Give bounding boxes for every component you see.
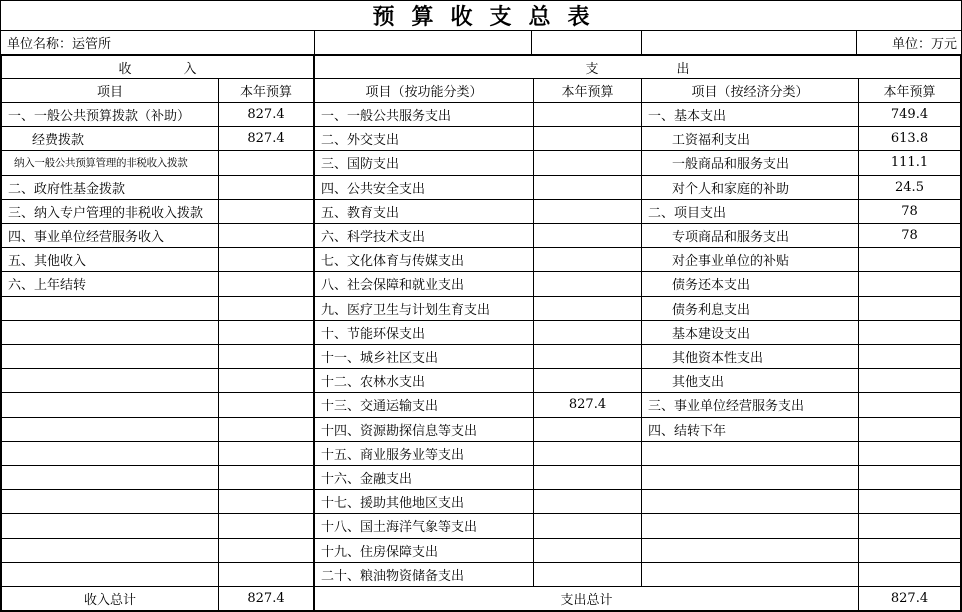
function-row-label-cell: 六、科学技术支出 — [315, 224, 534, 248]
income-row-value-cell: 827.4 — [219, 103, 315, 127]
economic-row-value-cell — [859, 297, 960, 321]
economic-row-label-cell: 对个人和家庭的补助 — [642, 176, 859, 200]
economic-row-label-cell: 三、事业单位经营服务支出 — [642, 393, 859, 417]
unit-label: 单位：万元 — [891, 37, 957, 52]
economic-row-value-cell — [859, 442, 960, 466]
income-row-label-cell — [2, 418, 219, 442]
economic-row-label-cell: 其他资本性支出 — [642, 345, 859, 369]
income-row-label-cell: 经费拨款 — [2, 127, 219, 151]
function-row-label-cell: 十四、资源勘探信息等支出 — [315, 418, 534, 442]
function-row-value-cell — [534, 297, 642, 321]
col-header-function-budget: 本年预算 — [534, 79, 642, 103]
function-row-label-cell: 二十、粮油物资储备支出 — [315, 563, 534, 587]
economic-row-label-cell — [642, 539, 859, 563]
income-row-label-cell — [2, 297, 219, 321]
income-row-label-cell: 一、一般公共预算拨款（补助） — [2, 103, 219, 127]
economic-row-value-cell — [859, 393, 960, 417]
economic-row-value-cell — [859, 563, 960, 587]
income-row-label-cell — [2, 369, 219, 393]
income-row-label-cell — [2, 466, 219, 490]
income-row-label-cell: 二、政府性基金拨款 — [2, 176, 219, 200]
page-title: 预算收支总表 — [1, 1, 961, 31]
unit-info-row — [1, 31, 961, 54]
income-row-value-cell: 827.4 — [219, 127, 315, 151]
economic-row-value-cell — [859, 490, 960, 514]
unit-name: 单位名称：运管所 — [1, 31, 315, 54]
economic-row-label-cell — [642, 514, 859, 538]
function-row-label-cell: 十六、金融支出 — [315, 466, 534, 490]
function-row-value-cell — [534, 442, 642, 466]
economic-row-value-cell: 24.5 — [859, 176, 960, 200]
function-row-label-cell: 七、文化体育与传媒支出 — [315, 248, 534, 272]
income-row-label-cell: 六、上年结转 — [2, 272, 219, 296]
income-row-label-cell — [2, 393, 219, 417]
function-row-value-cell — [534, 224, 642, 248]
function-row-label-cell: 十一、城乡社区支出 — [315, 345, 534, 369]
col-header-function-item: 项目（按功能分类） — [315, 79, 534, 103]
economic-row-label-cell: 工资福利支出 — [642, 127, 859, 151]
unit-row-spacer-cell — [532, 31, 642, 54]
income-row-value-cell — [219, 466, 315, 490]
function-row-value-cell — [534, 127, 642, 151]
income-row-value-cell — [219, 297, 315, 321]
function-row-value-cell — [534, 345, 642, 369]
income-row-label-cell — [2, 442, 219, 466]
income-row-value-cell — [219, 345, 315, 369]
function-row-label-cell: 八、社会保障和就业支出 — [315, 272, 534, 296]
income-row-value-cell — [219, 272, 315, 296]
economic-row-label-cell: 四、结转下年 — [642, 418, 859, 442]
unit-row-spacer-cell — [315, 31, 532, 54]
col-header-income-item: 项目 — [2, 79, 219, 103]
col-header-economic-budget: 本年预算 — [859, 79, 960, 103]
income-row-value-cell — [219, 563, 315, 587]
function-row-label-cell: 九、医疗卫生与计划生育支出 — [315, 297, 534, 321]
col-header-income-budget: 本年预算 — [219, 79, 315, 103]
income-row-value-cell — [219, 514, 315, 538]
function-row-label-cell: 十八、国土海洋气象等支出 — [315, 514, 534, 538]
income-row-label-cell: 纳入一般公共预算管理的非税收入拨款 — [2, 151, 219, 175]
income-row-label-cell — [2, 514, 219, 538]
function-row-value-cell — [534, 490, 642, 514]
income-row-label-cell: 三、纳入专户管理的非税收入拨款 — [2, 200, 219, 224]
economic-row-value-cell — [859, 248, 960, 272]
table-body — [2, 103, 960, 587]
income-row-value-cell — [219, 490, 315, 514]
economic-row-label-cell — [642, 466, 859, 490]
economic-row-value-cell — [859, 466, 960, 490]
economic-row-label-cell: 专项商品和服务支出 — [642, 224, 859, 248]
income-row-label-cell: 五、其他收入 — [2, 248, 219, 272]
function-row-label-cell: 四、公共安全支出 — [315, 176, 534, 200]
income-row-value-cell — [219, 418, 315, 442]
income-row-label-cell — [2, 490, 219, 514]
economic-row-value-cell: 111.1 — [859, 151, 960, 175]
function-row-value-cell — [534, 418, 642, 442]
unit-row-spacer-cell — [642, 31, 857, 54]
function-row-value-cell: 827.4 — [534, 393, 642, 417]
function-row-value-cell — [534, 466, 642, 490]
function-row-label-cell: 三、国防支出 — [315, 151, 534, 175]
income-row-value-cell — [219, 442, 315, 466]
function-row-value-cell — [534, 176, 642, 200]
income-row-value-cell — [219, 151, 315, 175]
budget-table — [1, 54, 961, 611]
function-row-label-cell: 二、外交支出 — [315, 127, 534, 151]
income-row-label-cell — [2, 539, 219, 563]
function-row-value-cell — [534, 248, 642, 272]
income-row-value-cell — [219, 369, 315, 393]
economic-row-label-cell: 债务还本支出 — [642, 272, 859, 296]
function-row-value-cell — [534, 321, 642, 345]
income-row-value-cell — [219, 176, 315, 200]
income-row-value-cell — [219, 200, 315, 224]
col-header-economic-item: 项目（按经济分类） — [642, 79, 859, 103]
economic-row-label-cell — [642, 563, 859, 587]
economic-row-value-cell: 749.4 — [859, 103, 960, 127]
income-row-label-cell: 四、事业单位经营服务收入 — [2, 224, 219, 248]
function-row-value-cell — [534, 272, 642, 296]
function-row-label-cell: 一、一般公共服务支出 — [315, 103, 534, 127]
function-row-label-cell: 十三、交通运输支出 — [315, 393, 534, 417]
economic-row-label-cell: 其他支出 — [642, 369, 859, 393]
economic-row-label-cell: 债务利息支出 — [642, 297, 859, 321]
function-row-label-cell: 十五、商业服务业等支出 — [315, 442, 534, 466]
function-row-label-cell: 十二、农林水支出 — [315, 369, 534, 393]
income-row-value-cell — [219, 321, 315, 345]
economic-row-value-cell: 78 — [859, 200, 960, 224]
expenditure-section-header: 支 出 — [315, 56, 960, 79]
expenditure-total-value: 827.4 — [890, 591, 929, 606]
economic-row-label-cell: 二、项目支出 — [642, 200, 859, 224]
function-row-label-cell: 十、节能环保支出 — [315, 321, 534, 345]
function-row-value-cell — [534, 539, 642, 563]
economic-row-label-cell: 对企事业单位的补贴 — [642, 248, 859, 272]
function-row-label-cell: 十七、援助其他地区支出 — [315, 490, 534, 514]
economic-row-value-cell: 78 — [859, 224, 960, 248]
economic-row-label-cell — [642, 490, 859, 514]
economic-row-label-cell: 一般商品和服务支出 — [642, 151, 859, 175]
function-row-value-cell — [534, 369, 642, 393]
function-row-value-cell — [534, 151, 642, 175]
economic-row-value-cell — [859, 321, 960, 345]
expenditure-total-label: 支出总计 — [315, 587, 859, 610]
income-row-label-cell — [2, 563, 219, 587]
function-row-value-cell — [534, 563, 642, 587]
economic-row-label-cell: 一、基本支出 — [642, 103, 859, 127]
function-row-value-cell — [534, 514, 642, 538]
economic-row-label-cell: 基本建设支出 — [642, 321, 859, 345]
function-row-label-cell: 五、教育支出 — [315, 200, 534, 224]
economic-row-value-cell — [859, 272, 960, 296]
income-row-value-cell — [219, 393, 315, 417]
economic-row-value-cell — [859, 539, 960, 563]
function-row-value-cell — [534, 103, 642, 127]
income-total-value: 827.4 — [219, 587, 315, 610]
income-row-value-cell — [219, 248, 315, 272]
income-row-value-cell — [219, 224, 315, 248]
income-row-value-cell — [219, 539, 315, 563]
income-total-label: 收入总计 — [2, 587, 219, 610]
economic-row-value-cell — [859, 369, 960, 393]
income-row-label-cell — [2, 321, 219, 345]
economic-row-label-cell — [642, 442, 859, 466]
income-section-header: 收 入 — [2, 56, 315, 79]
economic-row-value-cell — [859, 514, 960, 538]
economic-row-value-cell: 613.8 — [859, 127, 960, 151]
economic-row-value-cell — [859, 345, 960, 369]
function-row-value-cell — [534, 200, 642, 224]
function-row-label-cell: 十九、住房保障支出 — [315, 539, 534, 563]
economic-row-value-cell — [859, 418, 960, 442]
income-row-label-cell — [2, 345, 219, 369]
